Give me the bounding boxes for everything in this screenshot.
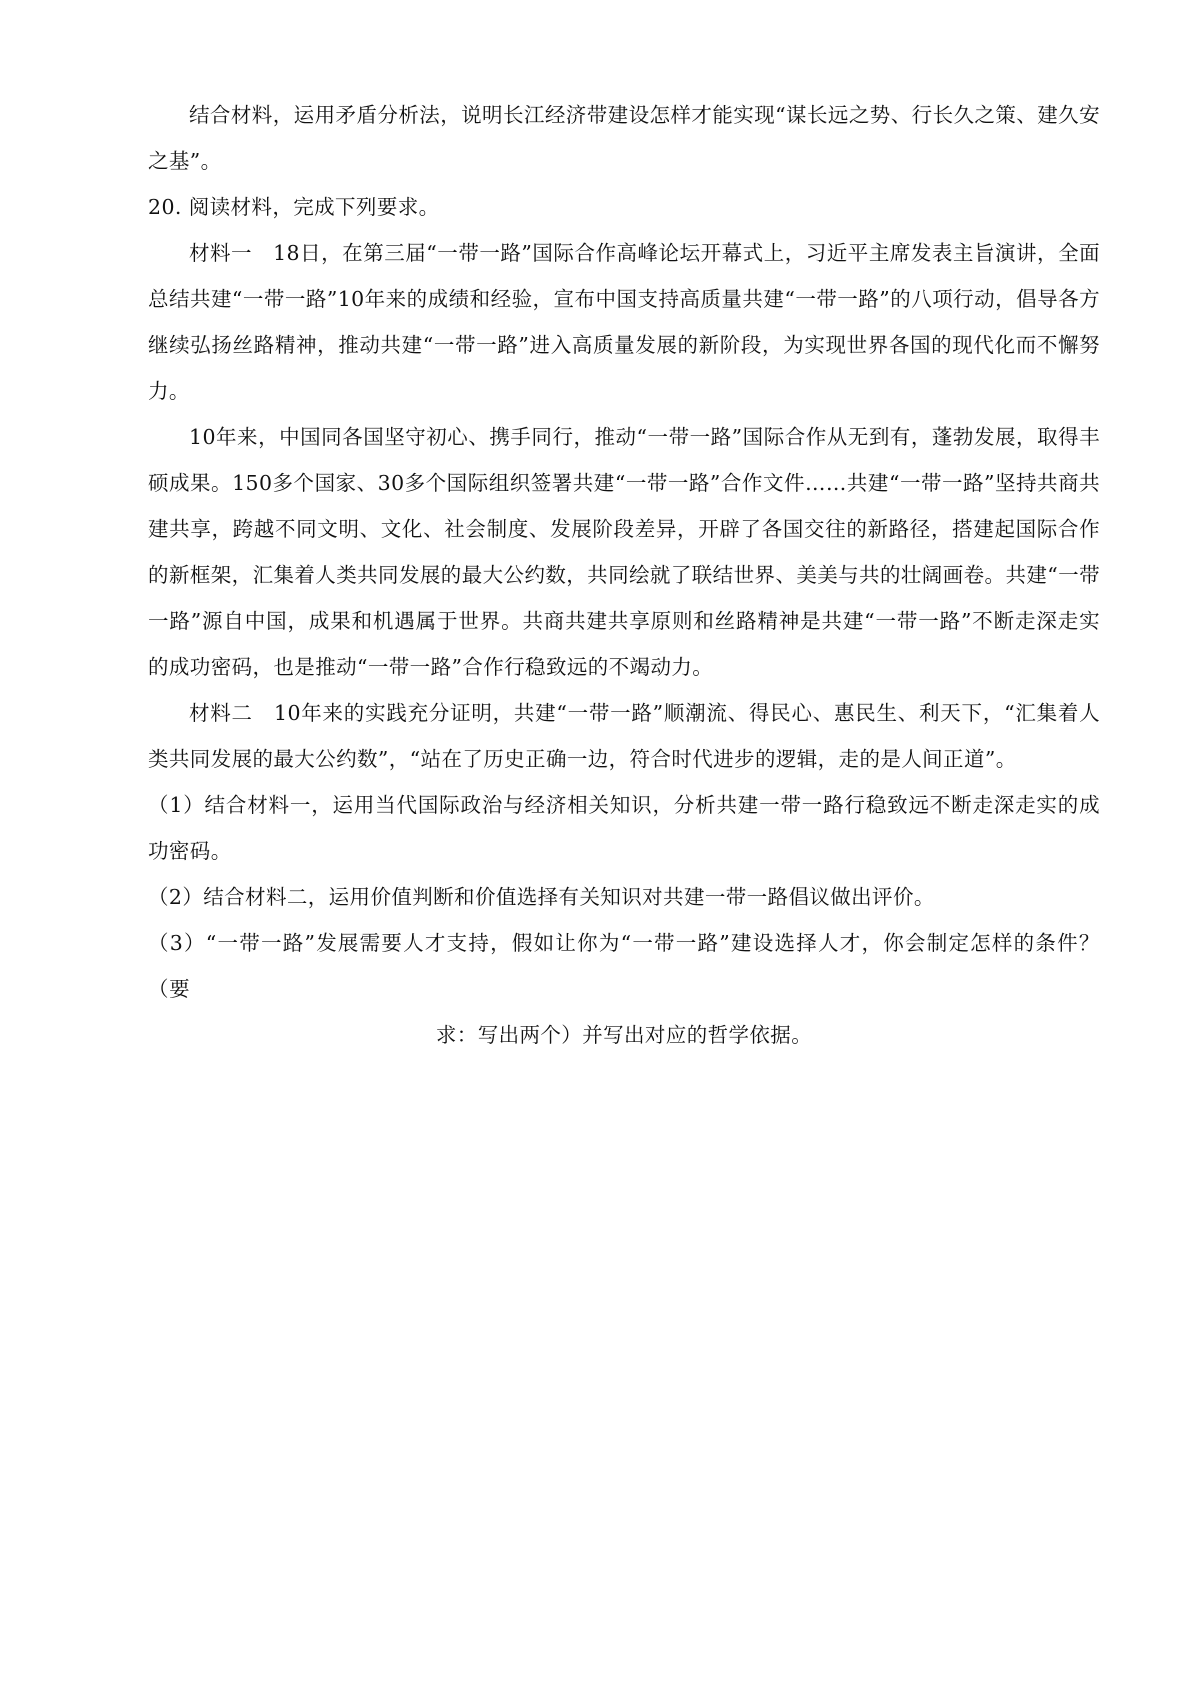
question-20-header: 20. 阅读材料，完成下列要求。 [148, 195, 440, 219]
document-body [148, 92, 1100, 1058]
material-1-paragraph-1: 材料一 18日，在第三届“一带一路”国际合作高峰论坛开幕式上，习近平主席发表主旨演讲，全面总结共建“一带一路”10年来的成绩和经验，宣布中国支持高质量共建“一带一路”的八项行动，倡导各方继续弘扬丝路精神，推动共建“一带一路”进入高质量发展的新阶段，为实现世界各国的现代化而不懈努力。 [148, 241, 1100, 403]
material-1-paragraph-2: 10年来，中国同各国坚守初心、携手同行，推动“一带一路”国际合作从无到有，蓬勃发展，取得丰硕成果。150多个国家、30多个国际组织签署共建“一带一路”合作文件……共建“一带一路”坚持共商共建共享，跨越不同文明、文化、社会制度、发展阶段差异，开辟了各国交往的新路径，搭建起国际合作的新框架，汇集着人类共同发展的最大公约数，共同绘就了联结世界、美美与共的壮阔画卷。共建“一带一路”源自中国，成果和机遇属于世界。共商共建共享原则和丝路精神是共建“一带一路”不断走深走实的成功密码，也是推动“一带一路”合作行稳致远的不竭动力。 [148, 425, 1100, 679]
sub-question-1: （1）结合材料一，运用当代国际政治与经济相关知识，分析共建一带一路行稳致远不断走深走实的成功密码。 [148, 793, 1100, 863]
sub-question-3-line-1: （3）“一带一路”发展需要人才支持，假如让你为“一带一路”建设选择人才，你会制定怎样的条件？（要 [148, 931, 1100, 1001]
sub-question-2: （2）结合材料二，运用价值判断和价值选择有关知识对共建一带一路倡议做出评价。 [148, 885, 935, 909]
sub-question-3-line-2: 求：写出两个）并写出对应的哲学依据。 [435, 1023, 813, 1047]
material-2-paragraph: 材料二 10年来的实践充分证明，共建“一带一路”顺潮流、得民心、惠民生、利天下，“汇集着人类共同发展的最大公约数”，“站在了历史正确一边，符合时代进步的逻辑，走的是人间正道”。 [148, 701, 1100, 771]
previous-question-prompt: 结合材料，运用矛盾分析法，说明长江经济带建设怎样才能实现“谋长远之势、行长久之策、建久安之基”。 [148, 103, 1100, 173]
